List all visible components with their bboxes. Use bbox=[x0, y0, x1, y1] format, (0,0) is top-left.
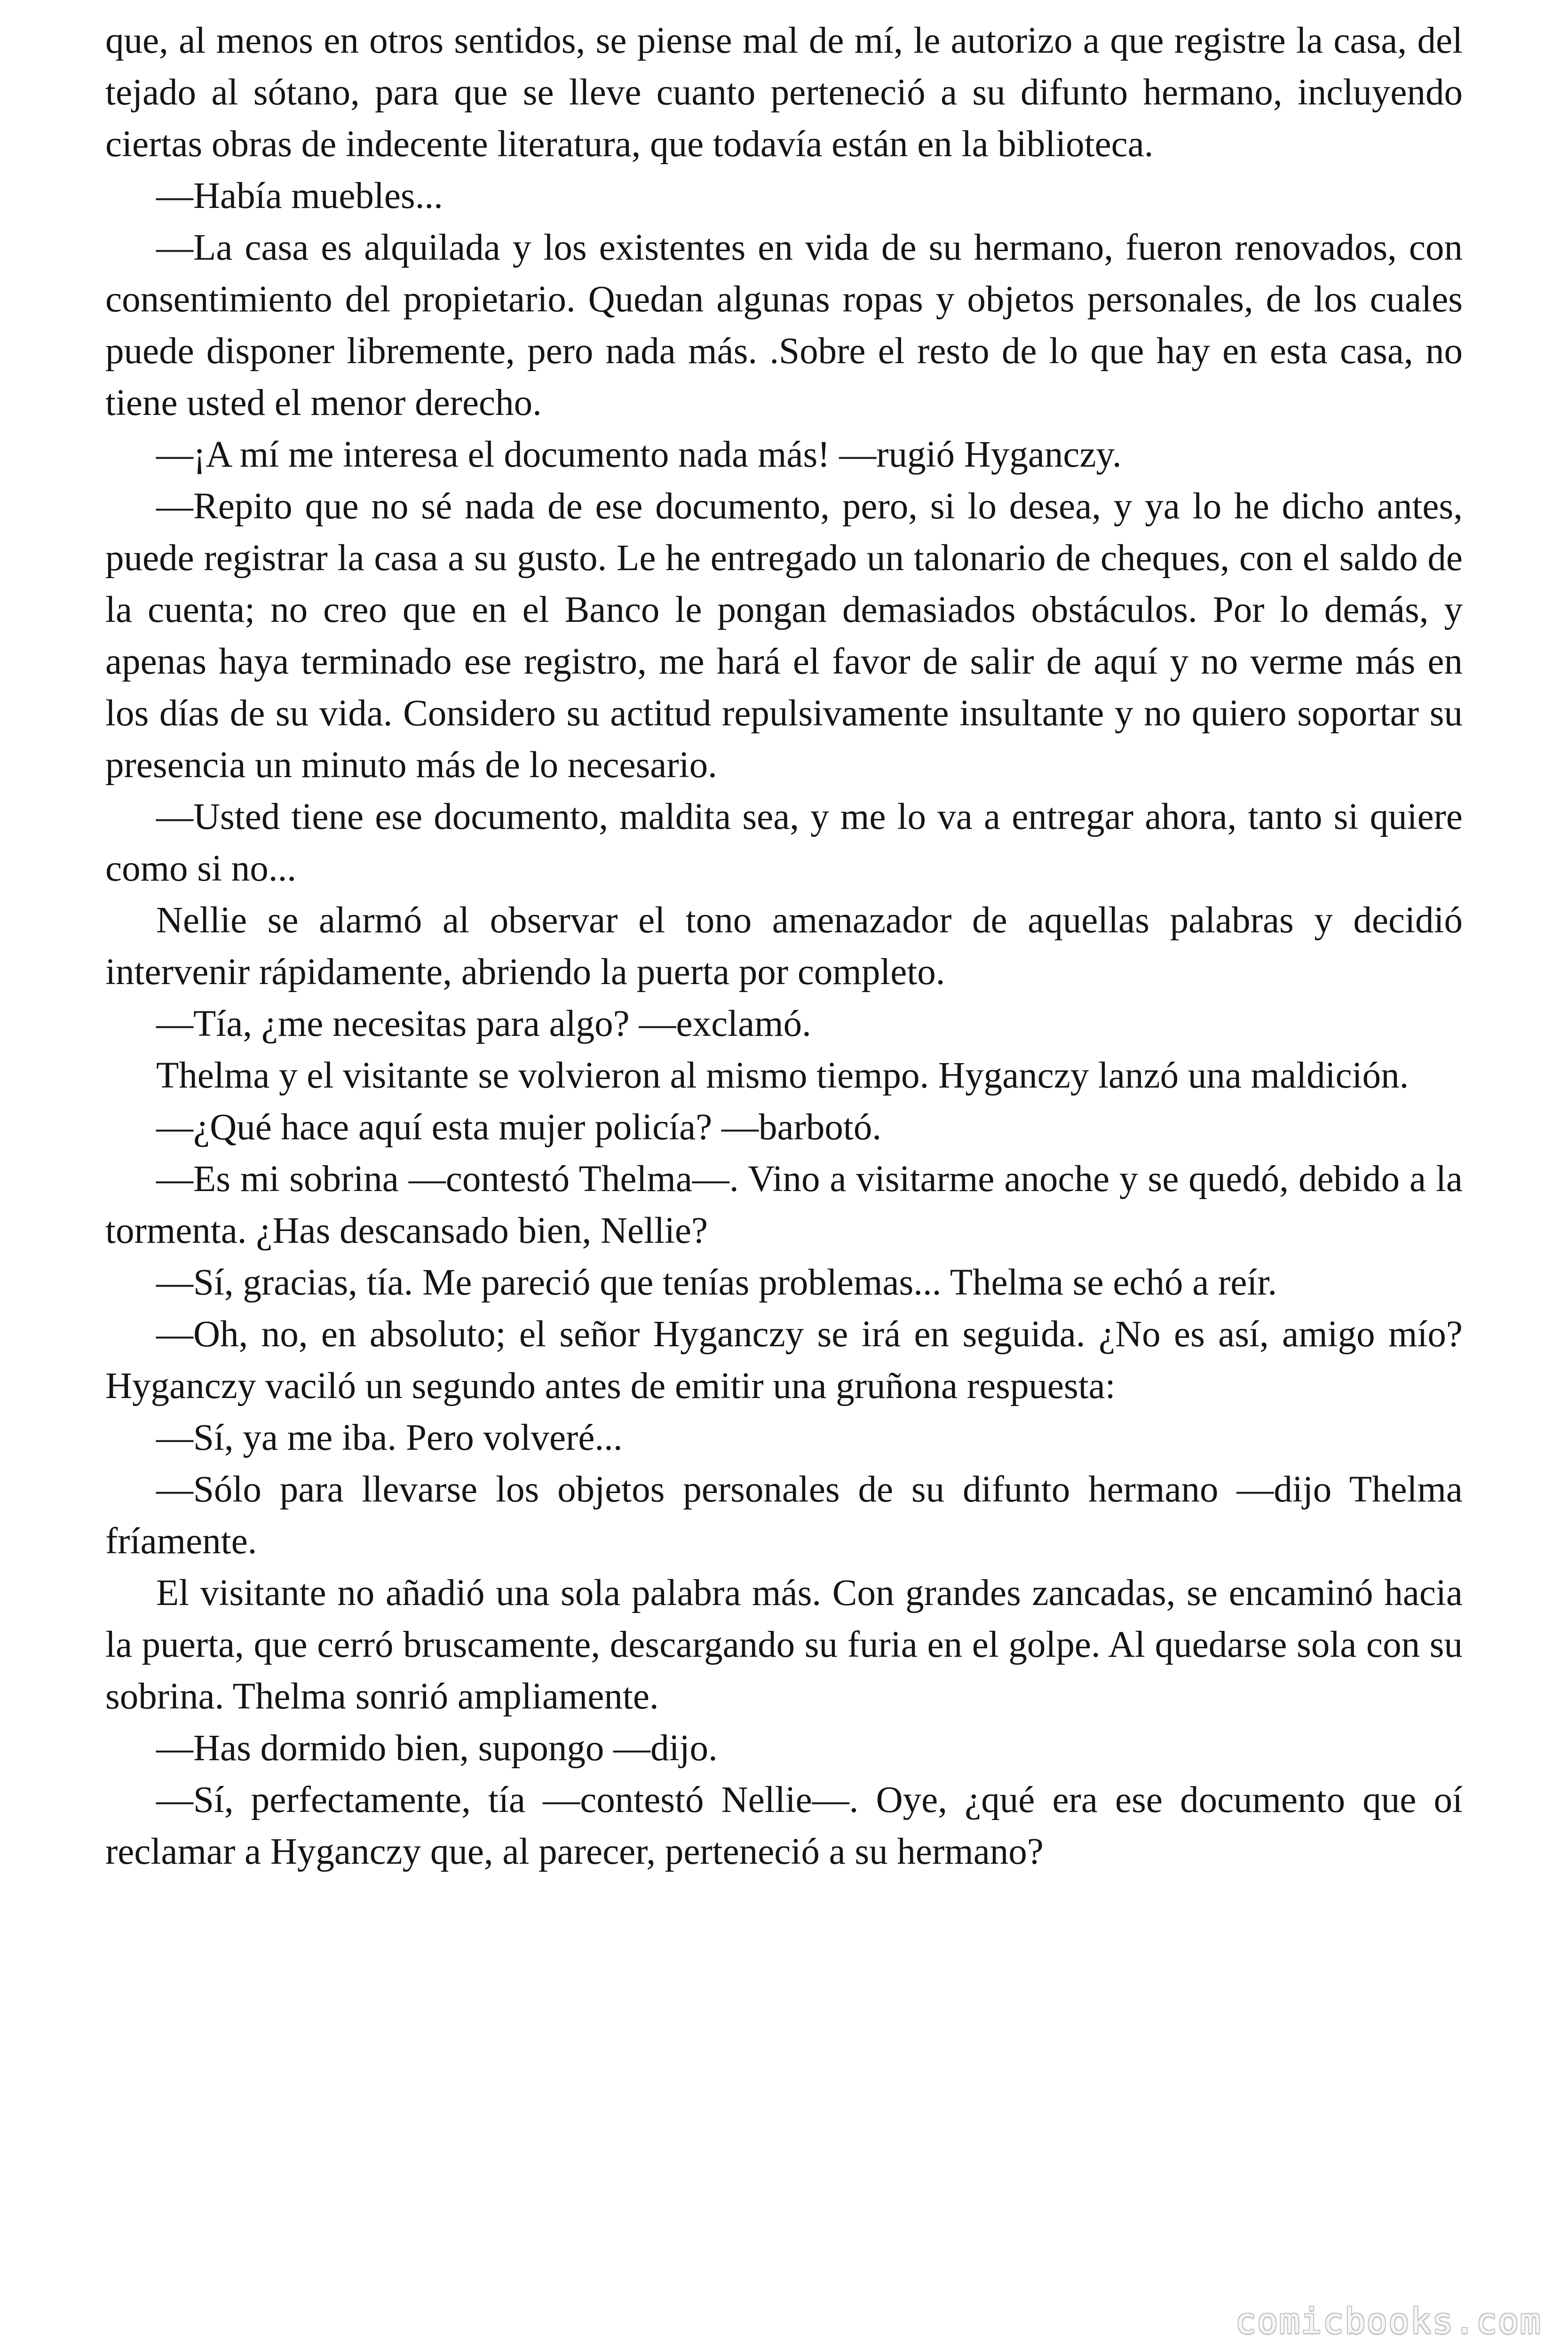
paragraph: —¡A mí me interesa el documento nada más! —rugió Hyganczy. bbox=[156, 434, 1122, 475]
paragraph: —Has dormido bien, supongo —dijo. bbox=[156, 1728, 718, 1769]
paragraph: El visitante no añadió una sola palabra más. Con grandes zancadas, se encaminó hacia la puerta, que cerró bruscamente, descargando su furia en el golpe. Al quedarse sola con su sobrina. Thelma sonrió ampliamente. bbox=[105, 1573, 1463, 1717]
paragraph: que, al menos en otros sentidos, se piense mal de mí, le autorizo a que registre la casa, del tejado al sótano, para que se lleve cuanto perteneció a su difunto hermano, incluyendo ciertas obras de indecente literatura, que todavía están en la biblioteca. bbox=[105, 20, 1463, 165]
paragraph: —Sí, gracias, tía. Me pareció que tenías problemas... Thelma se echó a reír. bbox=[156, 1262, 1277, 1303]
paragraph: —Sólo para llevarse los objetos personales de su difunto hermano —dijo Thelma fríamente. bbox=[105, 1469, 1463, 1562]
paragraph: Nellie se alarmó al observar el tono amenazador de aquellas palabras y decidió intervenir rápidamente, abriendo la puerta por completo. bbox=[105, 900, 1463, 993]
paragraph: —Repito que no sé nada de ese documento, pero, si lo desea, y ya lo he dicho antes, puede registrar la casa a su gusto. Le he entregado un talonario de cheques, con el saldo de la cuenta; no creo que en el Banco le pongan demasiados obstáculos. Por lo demás, y apenas haya terminado ese registro, me hará el favor de salir de aquí y no verme más en los días de su vida. Considero su actitud repulsivamente insultante y no quiero soportar su presencia un minuto más de lo necesario. bbox=[105, 486, 1463, 786]
paragraph: —Sí, perfectamente, tía —contestó Nellie—. Oye, ¿qué era ese documento que oí reclamar a Hyganczy que, al parecer, perteneció a su hermano? bbox=[105, 1780, 1463, 1872]
paragraph: —Usted tiene ese documento, maldita sea, y me lo va a entregar ahora, tanto si quiere como si no... bbox=[105, 796, 1463, 889]
body-text bbox=[105, 15, 1463, 1878]
watermark: comicbooks.com bbox=[1235, 2301, 1542, 2342]
paragraph: —Oh, no, en absoluto; el señor Hyganczy se irá en seguida. ¿No es así, amigo mío? Hyganczy vaciló un segundo antes de emitir una gruñona respuesta: bbox=[105, 1314, 1463, 1406]
paragraph: —Tía, ¿me necesitas para algo? —exclamó. bbox=[156, 1003, 811, 1044]
paragraph: —Es mi sobrina —contestó Thelma—. Vino a visitarme anoche y se quedó, debido a la tormenta. ¿Has descansado bien, Nellie? bbox=[105, 1159, 1463, 1251]
paragraph: Thelma y el visitante se volvieron al mismo tiempo. Hyganczy lanzó una maldición. bbox=[156, 1055, 1409, 1096]
paragraph: —Había muebles... bbox=[156, 175, 443, 216]
paragraph: —¿Qué hace aquí esta mujer policía? —barbotó. bbox=[156, 1107, 882, 1148]
paragraph: —La casa es alquilada y los existentes en vida de su hermano, fueron renovados, con consentimiento del propietario. Quedan algunas ropas y objetos personales, de los cuales puede disponer libremente, pero nada más. .Sobre el resto de lo que hay en esta casa, no tiene usted el menor derecho. bbox=[105, 227, 1463, 423]
paragraph: —Sí, ya me iba. Pero volveré... bbox=[156, 1417, 623, 1458]
